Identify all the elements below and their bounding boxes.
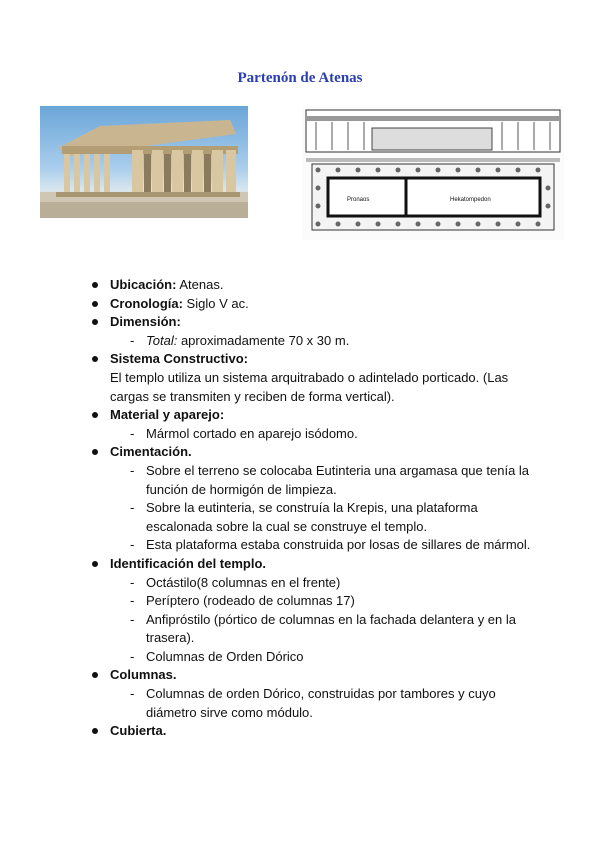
list-item-dimension <box>92 313 542 350</box>
label-material: Material y aparejo: <box>110 407 225 423</box>
sub-item: - Columnas de Orden Dórico <box>110 648 542 667</box>
list-item-cronologia <box>92 295 542 314</box>
label-identificacion: Identificación del templo. <box>110 555 267 571</box>
label-dimension: Dimensión: <box>110 314 181 330</box>
sub-item: - Sobre la eutinteria, se construía la Krepis, una plataforma escalonada sobre la cual se construye el templo. <box>110 499 542 536</box>
sub-item: - Anfipróstilo (pórtico de columnas en la fachada delantera y en la trasera). <box>110 611 542 648</box>
value-cronologia: Siglo V ac. <box>182 295 249 311</box>
list-item-columnas <box>92 666 542 722</box>
sistema-paragraph: El templo utiliza un sistema arquitrabado o adintelado porticado. (Las cargas se transmiten y reciben de forma vertical). <box>110 369 509 404</box>
plan-label-left: Pronaos <box>347 197 370 203</box>
list-item-cimentacion <box>92 443 542 555</box>
sub-item: - Sobre el terreno se colocaba Eutinteria una argamasa que tenía la función de hormigón de limpieza. <box>110 462 542 499</box>
list-item-identificacion <box>92 555 542 667</box>
list-item-sistema <box>92 350 542 406</box>
plan-label-right: Hekatompedon <box>450 197 491 203</box>
label-columnas: Columnas. <box>110 667 177 683</box>
page-title: Partenón de Atenas <box>237 70 363 86</box>
label-ubicacion: Ubicación: <box>110 277 177 292</box>
label-sistema: Sistema Constructivo: <box>110 351 248 367</box>
label-cubierta: Cubierta. <box>110 723 167 739</box>
parthenon-plan-drawing <box>302 106 564 240</box>
value-ubicacion: Atenas. <box>176 277 224 292</box>
sub-item: - Columnas de orden Dórico, construidas por tambores y cuyo diámetro sirve como módulo. <box>110 685 542 722</box>
content-list <box>92 276 542 741</box>
list-item-material <box>92 406 542 443</box>
parthenon-photo <box>40 106 248 218</box>
total-value: aproximadamente 70 x 30 m. <box>177 332 350 348</box>
sub-item: - Períptero (rodeado de columnas 17) <box>110 592 542 611</box>
label-cronologia: Cronología: <box>110 295 183 311</box>
sub-item: - Octástilo(8 columnas en el frente) <box>110 574 542 593</box>
label-cimentacion: Cimentación. <box>110 444 192 460</box>
list-item-cubierta <box>92 722 542 741</box>
sub-item <box>110 332 542 351</box>
sub-item: - Esta plataforma estaba construida por losas de sillares de mármol. <box>110 536 542 555</box>
sub-item: - Mármol cortado en aparejo isódomo. <box>110 425 542 444</box>
total-label: Total: <box>146 332 178 348</box>
list-item-ubicacion <box>92 276 542 295</box>
